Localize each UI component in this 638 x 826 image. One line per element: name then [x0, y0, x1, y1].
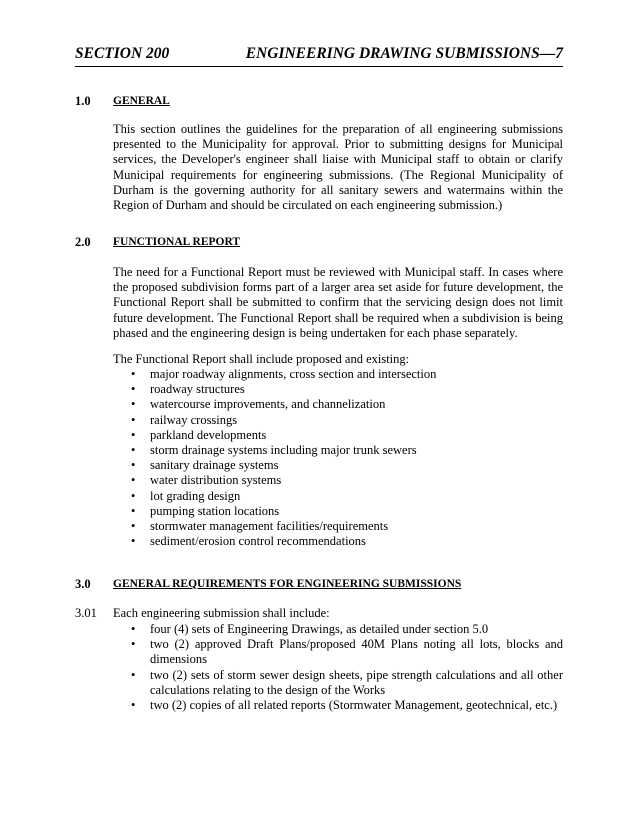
- bullet-icon: •: [131, 519, 136, 534]
- bullet-icon: •: [131, 667, 136, 682]
- submission-requirements-list: [113, 622, 563, 713]
- list-item: • stormwater management facilities/requirements: [131, 519, 389, 534]
- bullet-icon: •: [131, 698, 136, 713]
- functional-report-list: [113, 367, 563, 549]
- bullet-icon: •: [131, 473, 136, 488]
- bullet-icon: •: [131, 367, 136, 381]
- section-3-heading: GENERAL REQUIREMENTS FOR ENGINEERING SUBMISSIONS: [113, 578, 462, 590]
- list-item: • storm drainage systems including major trunk sewers: [131, 443, 417, 458]
- bullet-icon: •: [131, 397, 136, 412]
- section-2-intro: The Functional Report shall include proposed and existing:: [113, 352, 410, 366]
- section-label: SECTION 200: [75, 45, 170, 62]
- section-2-heading: FUNCTIONAL REPORT: [113, 236, 241, 248]
- bullet-icon: •: [131, 412, 136, 427]
- list-item: • railway crossings: [131, 412, 238, 427]
- header-title: ENGINEERING DRAWING SUBMISSIONS—7: [245, 45, 563, 62]
- list-item: • water distribution systems: [131, 473, 282, 488]
- bullet-icon: •: [131, 382, 136, 397]
- list-item: • two (2) approved Draft Plans/proposed 40M Plans noting all lots, blocks and dimensions: [131, 637, 563, 667]
- bullet-icon: •: [131, 443, 136, 458]
- list-item: • pumping station locations: [131, 503, 280, 518]
- list-item: • parkland developments: [131, 427, 267, 442]
- list-item: • two (2) sets of storm sewer design sheets, pipe strength calculations and all other calculations relating to the design of the Works: [131, 667, 563, 697]
- list-item: • sanitary drainage systems: [131, 458, 279, 473]
- list-item: • sediment/erosion control recommendations: [131, 534, 366, 549]
- section-1-heading: GENERAL: [113, 95, 170, 107]
- bullet-icon: •: [131, 427, 136, 442]
- bullet-icon: •: [131, 488, 136, 503]
- page-header: [75, 44, 563, 67]
- section-1-number: 1.0: [75, 94, 91, 108]
- list-item: • two (2) copies of all related reports (Stormwater Management, geotechnical, etc.): [131, 698, 558, 713]
- list-item: • major roadway alignments, cross section and intersection: [131, 367, 437, 381]
- section-1-paragraph: This section outlines the guidelines for the preparation of all engineering submissions presented to the Municipality for approval. Prior to submitting designs for Municipal services, the Developer's engineer shall liaise with Municipal staff to obtain or clarify Municipal requirements for engineering submissions. (The Regional Municipality of Durham is the governing authority for all sanitary sewers and watermains within the Region of Durham and should be circulated on each engineering submission.): [113, 122, 563, 213]
- subsection-3-01-number: 3.01: [75, 606, 97, 620]
- bullet-icon: •: [131, 503, 136, 518]
- bullet-icon: •: [131, 534, 136, 549]
- list-item: • watercourse improvements, and channelization: [131, 397, 386, 412]
- section-3-number: 3.0: [75, 577, 91, 591]
- list-item: • four (4) sets of Engineering Drawings, as detailed under section 5.0: [131, 622, 489, 636]
- list-item: • lot grading design: [131, 488, 241, 503]
- section-2-number: 2.0: [75, 235, 91, 249]
- section-2-paragraph: The need for a Functional Report must be reviewed with Municipal staff. In cases where the proposed subdivision forms part of a larger area set aside for future development, the Functional Report shall be submitted to confirm that the servicing design does not limit future development. The Functional Report shall be required when a subdivision is being phased and the engineering design is being undertaken for each phase separately.: [113, 265, 563, 340]
- bullet-icon: •: [131, 637, 136, 652]
- subsection-3-01-intro: Each engineering submission shall include:: [113, 606, 330, 620]
- bullet-icon: •: [131, 622, 136, 636]
- list-item: • roadway structures: [131, 382, 245, 397]
- bullet-icon: •: [131, 458, 136, 473]
